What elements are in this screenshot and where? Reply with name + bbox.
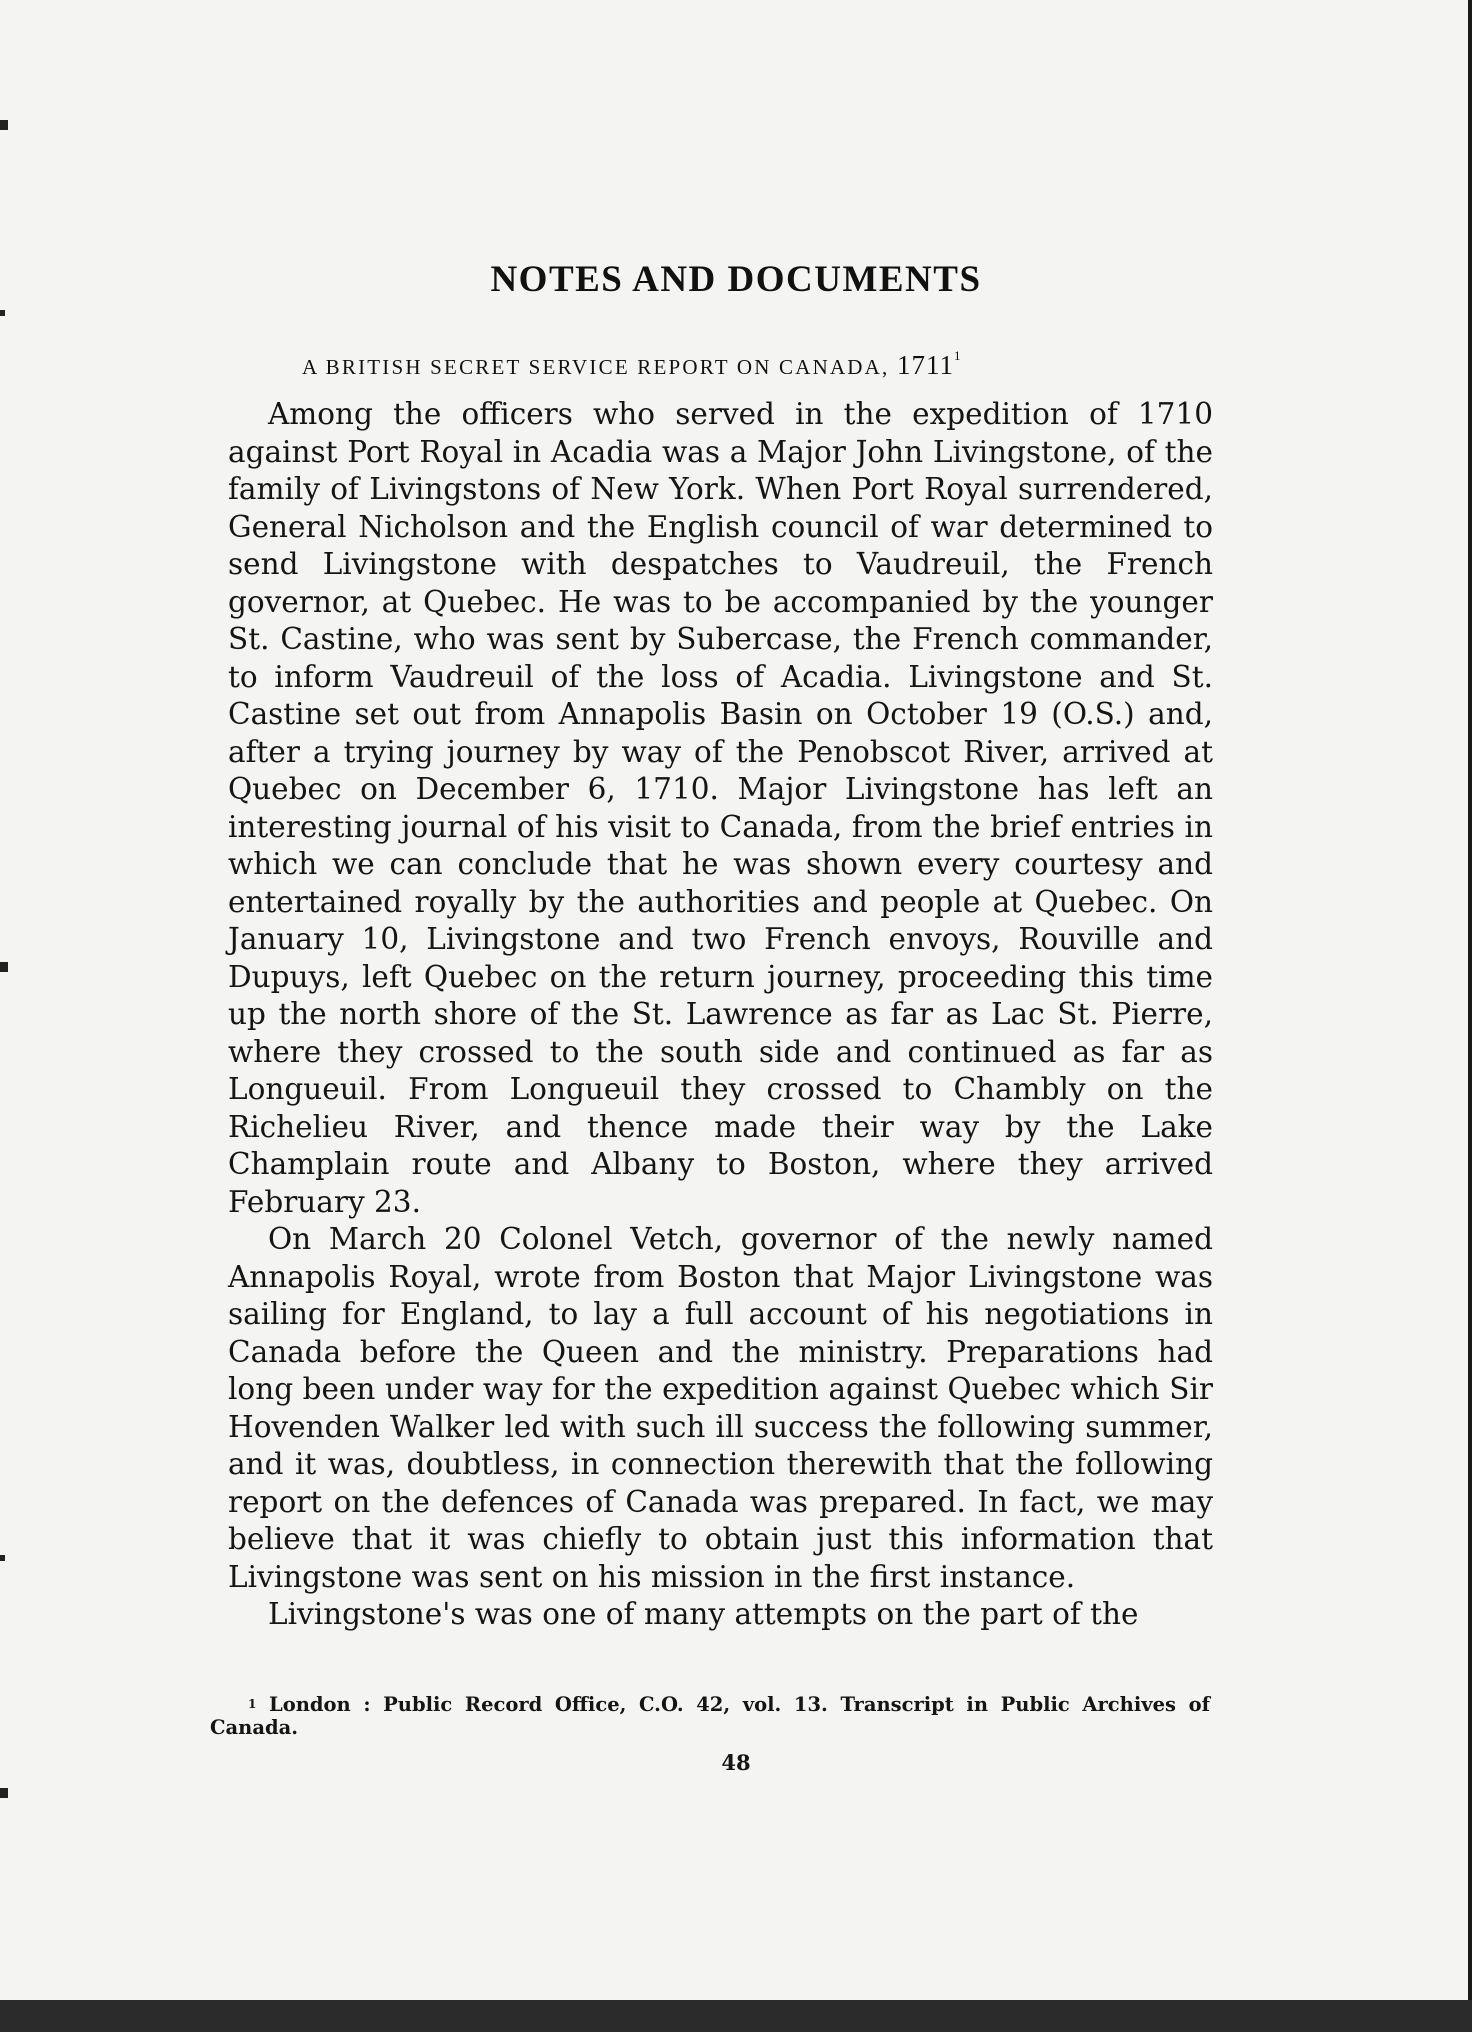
article-title-text: A BRITISH SECRET SERVICE REPORT ON CANADA, [302, 355, 890, 379]
scan-mark [0, 120, 8, 130]
article-title [302, 350, 1222, 381]
article-body [228, 396, 1213, 1634]
footnote-marker: 1 [248, 1697, 257, 1711]
scan-mark [0, 1555, 5, 1561]
paragraph-2: On March 20 Colonel Vetch, governor of the newly named Annapolis Royal, wrote from Boston that Major Livingstone was sailing for England, to lay a full account of his negotiations in Canada before the Queen and the ministry. Preparations had long been under way for the expedition against Quebec which Sir Hovenden Walker led with such ill success the following summer, and it was, doubtless, in connection therewith that the following report on the defences of Canada was prepared. In fact, we may believe that it was chiefly to obtain just this information that Livingstone was sent on his mission in the first instance. [228, 1222, 1213, 1594]
page-number: 48 [721, 1750, 751, 1775]
scan-mark [0, 962, 8, 972]
paragraph-1: Among the officers who served in the expedition of 1710 against Port Royal in Acadia was a Major John Livingstone, of the family of Livingstons of New York. When Port Royal surrendered, General Nicholson and the English council of war determined to send Livingstone with despatches to Vaudreuil, the French governor, at Quebec. He was to be accompanied by the younger St. Castine, who was sent by Subercase, the French commander, to inform Vaudreuil of the loss of Acadia. Livingstone and St. Castine set out from Annapolis Basin on October 19 (O.S.) and, after a trying journey by way of the Penobscot River, arrived at Quebec on December 6, 1710. Major Livingstone has left an interesting journal of his visit to Canada, from the brief entries in which we can conclude that he was shown every courtesy and entertained royally by the authorities and people at Quebec. On January 10, Livingstone and two French envoys, Rouville and Dupuys, left Quebec on the return journey, proceeding this time up the north shore of the St. Lawrence as far as Lac St. Pierre, where they crossed to the south side and continued as far as Longueuil. From Longueuil they crossed to Chambly on the Richelieu River, and thence made their way by the Lake Champlain route and Albany to Boston, where they arrived February 23. [228, 397, 1213, 1219]
article-footnote-marker: 1 [953, 348, 963, 363]
article-year: 1711 [896, 350, 954, 380]
footnote [210, 1693, 1210, 1739]
section-title: NOTES AND DOCUMENTS [490, 259, 982, 300]
scan-mark [0, 1788, 8, 1798]
paragraph-3: Livingstone's was one of many attempts on the part of the [268, 1597, 1139, 1631]
scan-mark [0, 310, 5, 316]
footnote-text: London : Public Record Office, C.O. 42, vol. 13. Transcript in Public Archives of Canada. [210, 1693, 1210, 1739]
